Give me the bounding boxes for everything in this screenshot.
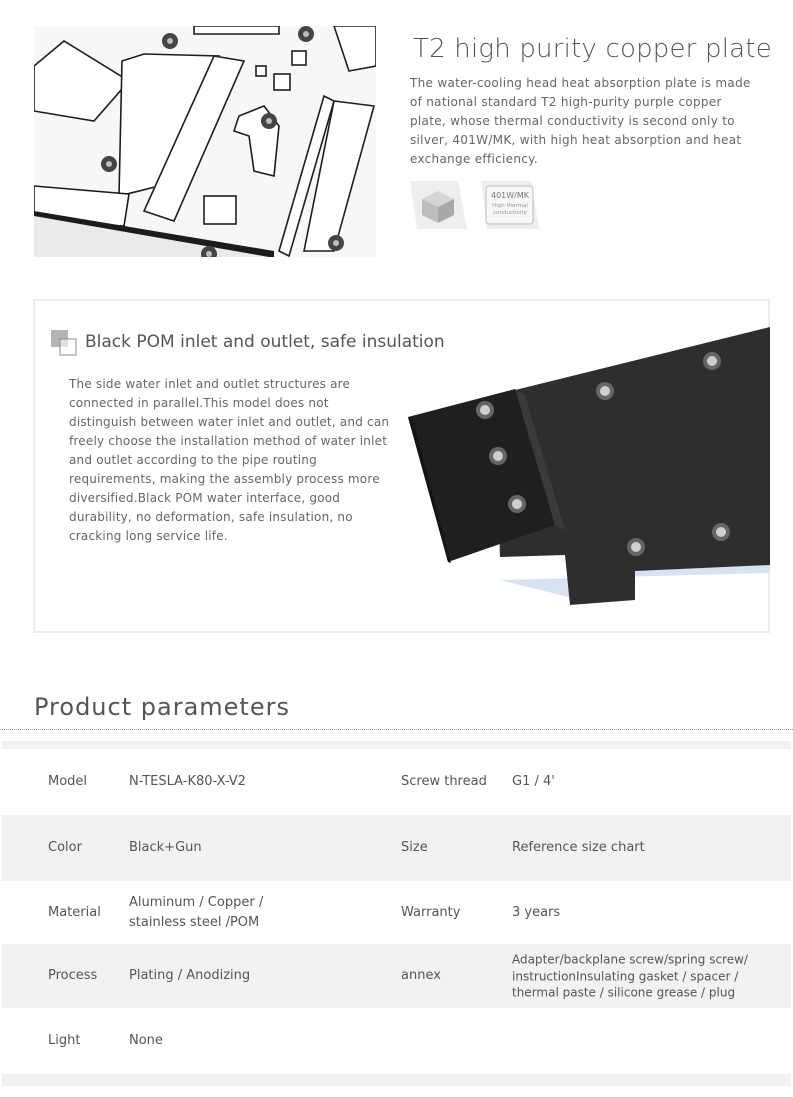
overlapping-squares-icon bbox=[51, 330, 77, 356]
param-value: None bbox=[129, 1033, 163, 1048]
param-value: Adapter/backplane screw/spring screw/ instructionInsulating gasket / spacer / thermal paste / silicone grease / plug bbox=[512, 952, 748, 1000]
param-value: Black+Gun bbox=[129, 840, 202, 855]
thermal-conductivity-badge bbox=[481, 181, 539, 229]
pom-section-description: The side water inlet and outlet structures are connected in parallel.This model does not distinguish between water inlet and outlet, and can freely choose the installation method of water inlet and outlet according to the pipe routing requirements, making the assembly process more diversified.Black POM water interface, good durability, no deformation, safe insulation, no cracking long service life. bbox=[69, 377, 390, 543]
copper-plate-image bbox=[34, 26, 376, 257]
table-row bbox=[2, 749, 791, 815]
badge-caption-1: High thermal bbox=[492, 203, 528, 209]
title-divider bbox=[0, 729, 793, 730]
param-label: Size bbox=[401, 840, 428, 855]
param-label: annex bbox=[401, 968, 441, 983]
copper-plate-title: T2 high purity copper plate bbox=[413, 34, 772, 64]
param-label: Process bbox=[48, 968, 98, 983]
param-label: Model bbox=[48, 774, 88, 789]
param-label: Color bbox=[48, 840, 82, 855]
param-label: Light bbox=[48, 1033, 81, 1048]
table-bottom-band bbox=[2, 1074, 791, 1086]
copper-plate-description: The water-cooling head heat absorption plate is made of national standard T2 high-purity purple copper plate, whose thermal conductivity is second only to silver, 401W/MK, with high heat absorption and heat exchange efficiency. bbox=[410, 76, 751, 166]
table-row bbox=[2, 1008, 791, 1074]
pom-section-title: Black POM inlet and outlet, safe insulation bbox=[85, 332, 445, 352]
param-value: 3 years bbox=[512, 904, 561, 920]
product-parameters-title: Product parameters bbox=[34, 693, 290, 721]
pom-block-image bbox=[405, 325, 771, 607]
param-value: G1 / 4' bbox=[512, 774, 555, 789]
param-value: N-TESLA-K80-X-V2 bbox=[129, 774, 246, 789]
param-value: Plating / Anodizing bbox=[129, 968, 251, 983]
table-row bbox=[2, 944, 791, 1008]
param-label: Screw thread bbox=[401, 774, 487, 789]
table-row bbox=[2, 881, 791, 944]
param-value: Reference size chart bbox=[512, 840, 645, 855]
param-value: Aluminum / Copper / stainless steel /POM bbox=[129, 894, 264, 930]
table-top-band bbox=[2, 741, 791, 749]
param-label: Warranty bbox=[401, 904, 461, 920]
param-label: Material bbox=[48, 904, 101, 920]
table-row bbox=[2, 815, 791, 881]
badge-value: 401W/MK bbox=[490, 191, 530, 200]
badge-caption-2: conductivity bbox=[493, 210, 527, 216]
cube-icon bbox=[410, 181, 467, 229]
